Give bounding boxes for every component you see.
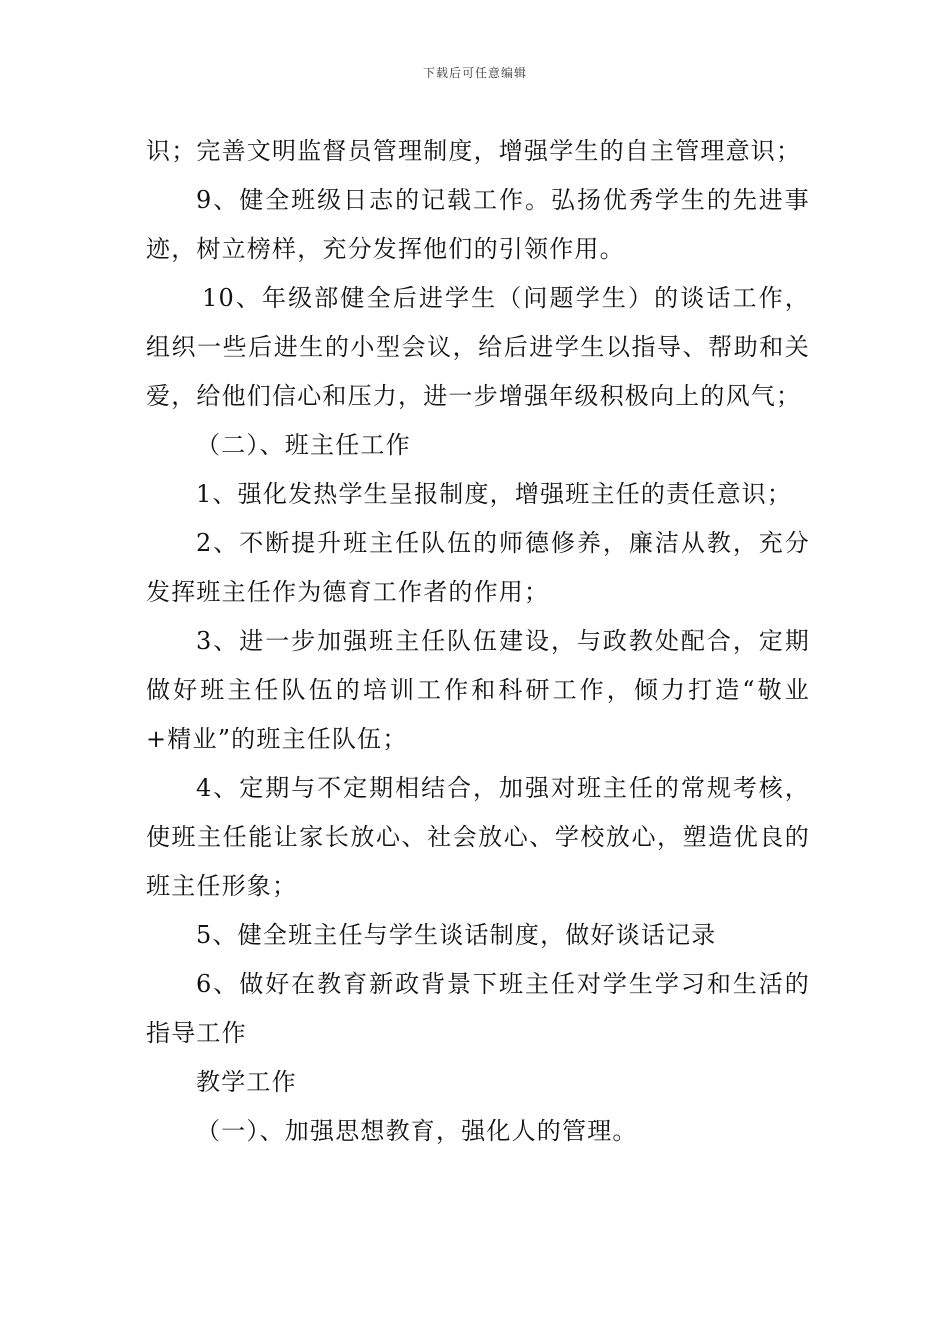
page-header: 下载后可任意编辑 bbox=[422, 66, 527, 80]
section-heading-class-teacher: （二）、班主任工作 bbox=[196, 431, 411, 459]
paragraph-continuation: 识；完善文明监督员管理制度，增强学生的自主管理意识； bbox=[146, 137, 802, 165]
section-subheading-thought-education: （一）、加强思想教育，强化人的管理。 bbox=[196, 1117, 638, 1145]
paragraph-item-4: 4、定期与不定期相结合，加强对班主任的常规考核，使班主任能让家长放心、社会放心、学校放心，塑造优良的班主任形象； bbox=[146, 774, 810, 900]
section-heading-teaching: 教学工作 bbox=[196, 1068, 297, 1096]
paragraph-item-10: 10、年级部健全后进学生（问题学生）的谈话工作，组织一些后进生的小型会议，给后进学生以指导、帮助和关爱，给他们信心和压力，进一步增强年级积极向上的风气； bbox=[146, 284, 810, 410]
paragraph-item-6: 6、做好在教育新政背景下班主任对学生学习和生活的指导工作 bbox=[146, 970, 810, 1047]
paragraph-item-1: 1、强化发热学生呈报制度，增强班主任的责任意识； bbox=[196, 480, 793, 508]
paragraph-item-2: 2、不断提升班主任队伍的师德修养，廉洁从教，充分发挥班主任作为德育工作者的作用； bbox=[146, 529, 810, 606]
paragraph-item-5: 5、健全班主任与学生谈话制度，做好谈话记录 bbox=[196, 921, 717, 949]
document-body bbox=[146, 127, 810, 1156]
paragraph-item-3: 3、进一步加强班主任队伍建设，与政教处配合，定期做好班主任队伍的培训工作和科研工作，倾力打造“敬业+精业”的班主任队伍； bbox=[146, 627, 810, 753]
paragraph-item-9: 9、健全班级日志的记载工作。弘扬优秀学生的先进事迹，树立榜样，充分发挥他们的引领作用。 bbox=[146, 186, 810, 263]
